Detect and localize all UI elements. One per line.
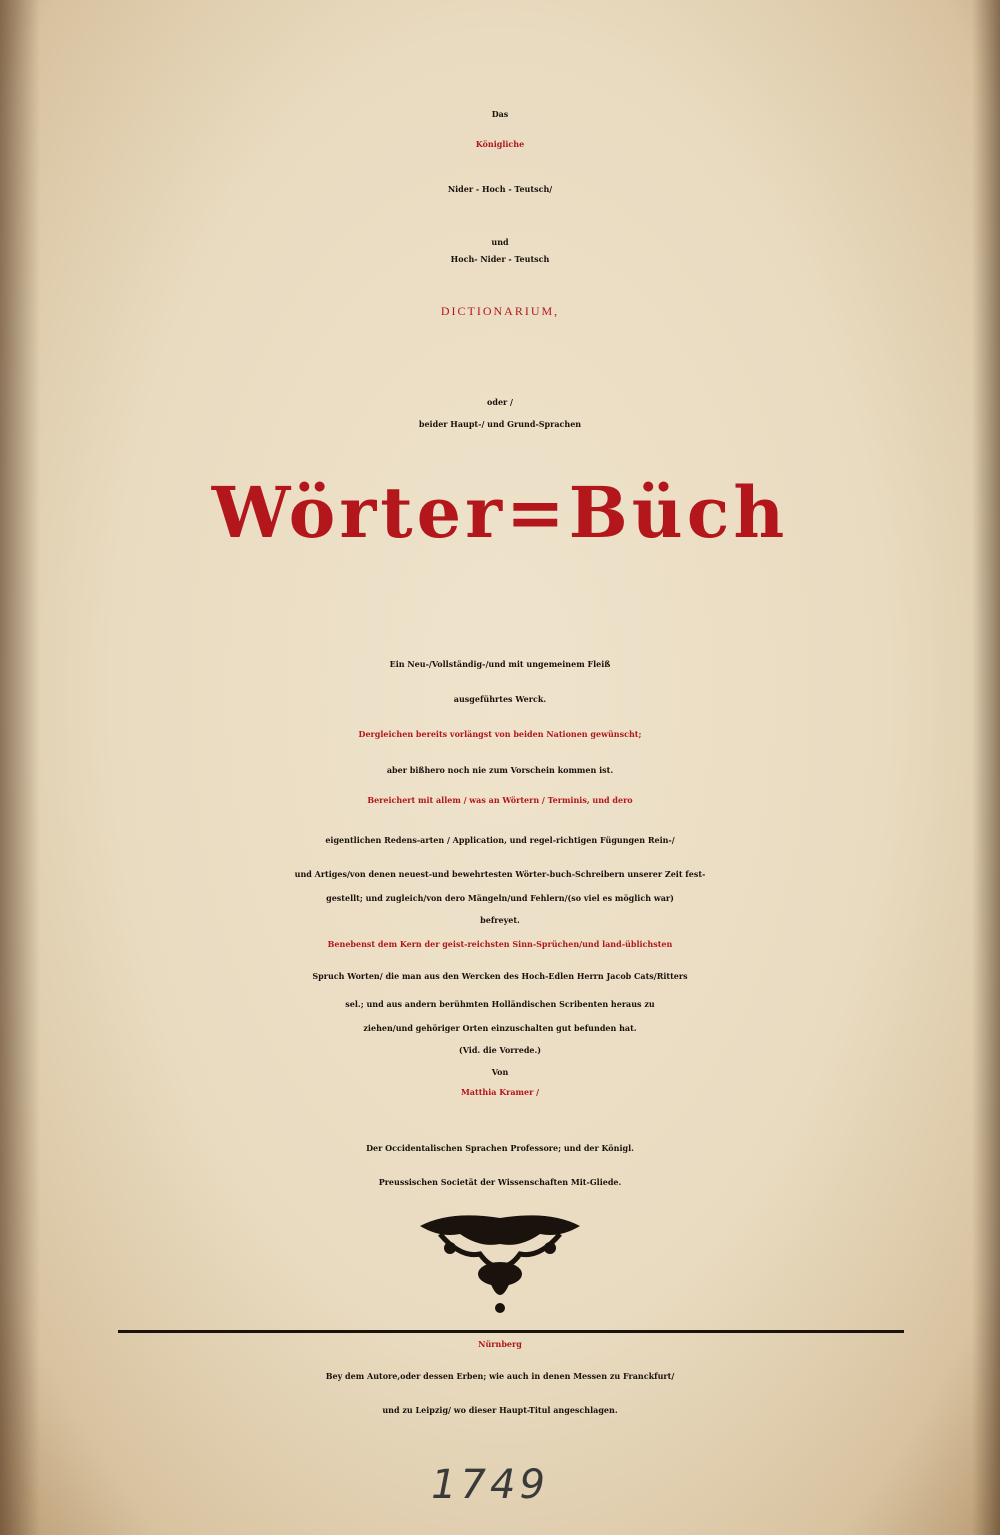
heading-haupt-grund-sprachen: beider Haupt-/ und Grund-Sprachen (418, 419, 582, 429)
desc-line-10: Benebenst dem Kern der geist-reichsten Sinn-Sprüchen/und land-üblichsten (327, 939, 673, 949)
desc-line-2: ausgeführtes Werck. (453, 694, 547, 704)
desc-line-5: Bereichert mit allem / was an Wörtern / Terminis, und dero (367, 795, 633, 805)
heading-woerter-buch: Wörter=Büch (211, 471, 789, 554)
desc-line-von: Von (491, 1067, 509, 1077)
desc-line-13: ziehen/und gehöriger Orten einzuschalten gut befunden hat. (363, 1023, 637, 1033)
heading-das: Das (491, 109, 509, 119)
desc-line-14: (Vid. die Vorrede.) (458, 1045, 542, 1055)
divider-rule (118, 1330, 904, 1333)
desc-line-4: aber bißhero noch nie zum Vorschein kommen ist. (386, 765, 614, 775)
desc-line-11: Spruch Worten/ die man aus den Wercken des Hoch-Edlen Herrn Jacob Cats/Ritters (312, 971, 688, 981)
desc-line-1: Ein Neu-/Vollständig-/und mit ungemeinem Fleiß (389, 659, 611, 669)
desc-line-8: gestellt; und zugleich/von dero Mängeln/und Fehlern/(so viel es möglich war) (326, 893, 674, 903)
handwritten-year: 1749 (431, 1462, 549, 1508)
desc-line-12: sel.; und aus andern berühmten Holländischen Scribenten heraus zu (345, 999, 655, 1009)
author-title-2: Preussischen Societät der Wissenschaften Mit-Gliede. (378, 1177, 622, 1187)
imprint-line-1: Bey dem Autore,oder dessen Erben; wie auch in denen Messen zu Franckfurt/ (325, 1371, 675, 1381)
desc-line-6: eigentlichen Redens-arten / Application, und regel-richtigen Fügungen Rein-/ (325, 835, 675, 845)
heading-und: und (491, 237, 509, 247)
heading-oder: oder / (487, 397, 513, 407)
printer-ornament (410, 1208, 590, 1318)
desc-line-7: und Artiges/von denen neuest-und bewehrtesten Wörter-buch-Schreibern unserer Zeit fest- (294, 869, 706, 879)
imprint-place: Nürnberg (478, 1339, 522, 1349)
author-name: Matthia Kramer / (460, 1087, 540, 1097)
desc-line-3: Dergleichen bereits vorlängst von beiden Nationen gewünscht; (358, 729, 642, 739)
imprint-line-2: und zu Leipzig/ wo dieser Haupt-Titul angeschlagen. (382, 1405, 618, 1415)
heading-hoch-nider-teutsch: Hoch- Nider - Teutsch (450, 254, 550, 264)
heading-dictionarium: DICTIONARIUM, (440, 304, 560, 318)
heading-koenigliche: Königliche (475, 139, 525, 149)
heading-nider-hoch-teutsch: Nider - Hoch - Teutsch/ (447, 184, 553, 194)
author-title-1: Der Occidentalischen Sprachen Professore; und der Königl. (366, 1143, 634, 1153)
desc-line-9: befreyet. (480, 915, 520, 925)
